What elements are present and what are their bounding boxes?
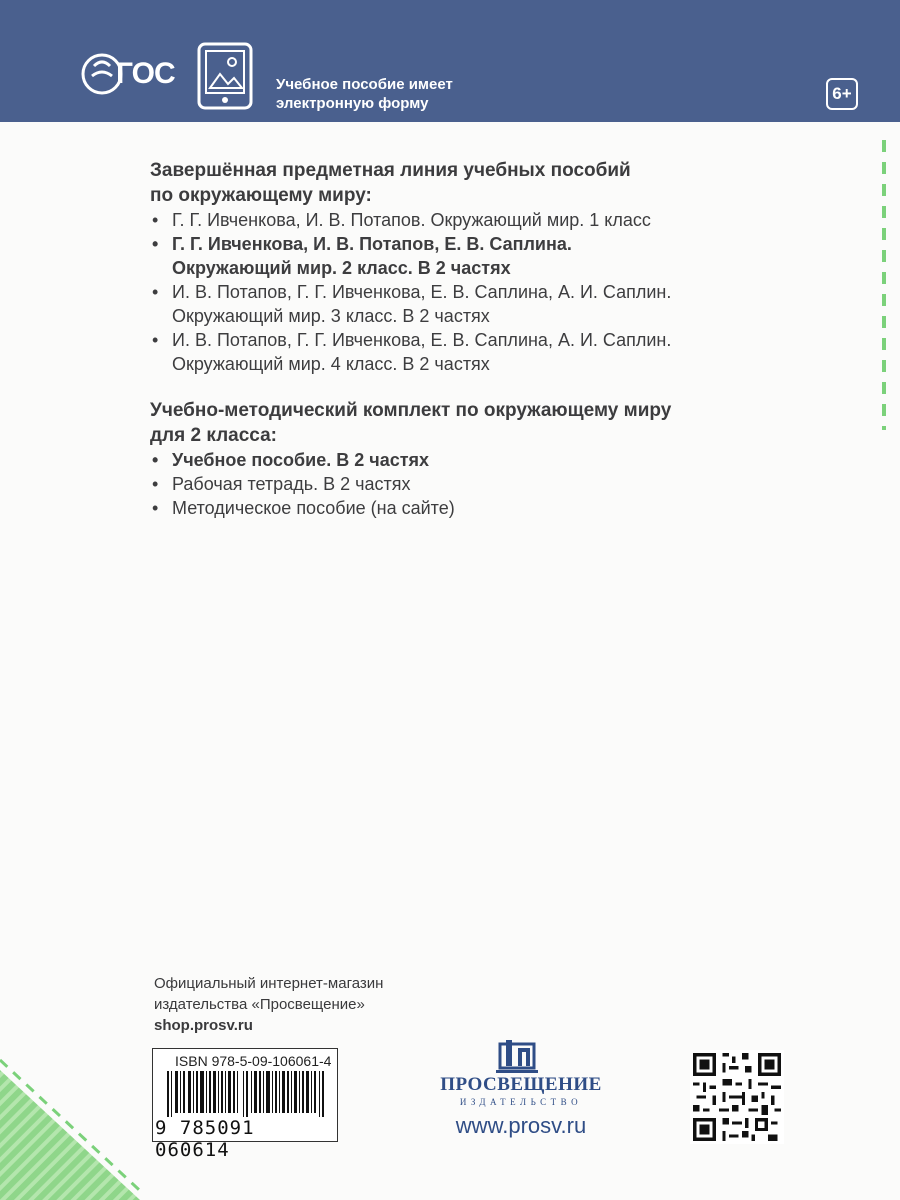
fgos-logo-text: ГОС [116, 57, 175, 90]
list-item-line: Окружающий мир. 2 класс. В 2 частях [172, 258, 511, 278]
list-item [150, 208, 790, 232]
list-item-line: • Г. Г. Ивченкова, И. В. Потапов, Е. В. Саплина. [172, 234, 572, 254]
eform-line-1: Учебное пособие имеет [276, 76, 453, 93]
qr-code-icon[interactable] [690, 1050, 784, 1144]
publisher-name: ПРОСВЕЩЕНИЕ [440, 1074, 602, 1095]
prosveshchenie-logo-icon [496, 1038, 538, 1076]
shop-line: издательства «Просвещение» [154, 996, 365, 1013]
online-shop-info [154, 973, 383, 1036]
list-item [150, 328, 790, 376]
shop-url-link[interactable]: shop.prosv.ru [154, 1017, 253, 1034]
heading-line: Завершённая предметная линия учебных пособий [150, 160, 631, 181]
decorative-dashed-line [882, 140, 886, 430]
list-item-line: • И. В. Потапов, Г. Г. Ивченкова, Е. В. Саплина, А. И. Саплин. [172, 282, 672, 302]
heading-line: Учебно-методический комплект по окружающему миру [150, 400, 672, 421]
list-item-line: • И. В. Потапов, Г. Г. Ивченкова, Е. В. Саплина, А. И. Саплин. [172, 330, 672, 350]
top-banner [0, 0, 900, 122]
isbn-number: ISBN 978-5-09-106061-4 [175, 1053, 332, 1069]
list-item [150, 280, 790, 328]
decorative-green-corner [0, 1030, 140, 1200]
list-item-line: Окружающий мир. 3 класс. В 2 частях [172, 306, 490, 326]
list-item: • Методическое пособие (на сайте) [150, 496, 790, 520]
heading-line: по окружающему миру: [150, 185, 372, 206]
list-item-line: • Г. Г. Ивченкова, И. В. Потапов. Окружающий мир. 1 класс [172, 210, 651, 230]
list-item-line: Окружающий мир. 4 класс. В 2 частях [172, 354, 490, 374]
section-heading-product-line [150, 158, 790, 208]
tablet-icon [197, 42, 253, 110]
shop-line: Официальный интернет-магазин [154, 975, 384, 992]
publisher-subtitle: ИЗДАТЕЛЬСТВО [459, 1097, 583, 1107]
age-rating-badge: 6+ [826, 78, 858, 110]
publisher-url-link[interactable]: www.prosv.ru [455, 1113, 587, 1138]
barcode-icon [167, 1071, 327, 1117]
product-line-list [150, 208, 790, 376]
main-content [150, 158, 790, 520]
isbn-barcode-box [152, 1048, 338, 1161]
section-heading-kit [150, 398, 790, 448]
heading-line: для 2 класса: [150, 425, 277, 446]
list-item-current: • Учебное пособие. В 2 частях [150, 448, 790, 472]
list-item: • Рабочая тетрадь. В 2 частях [150, 472, 790, 496]
barcode-number: 9 785091 060614 [155, 1117, 255, 1161]
list-item-current [150, 232, 790, 280]
electronic-form-note [276, 75, 453, 113]
eform-line-2: электронную форму [276, 95, 429, 112]
kit-list [150, 448, 790, 520]
